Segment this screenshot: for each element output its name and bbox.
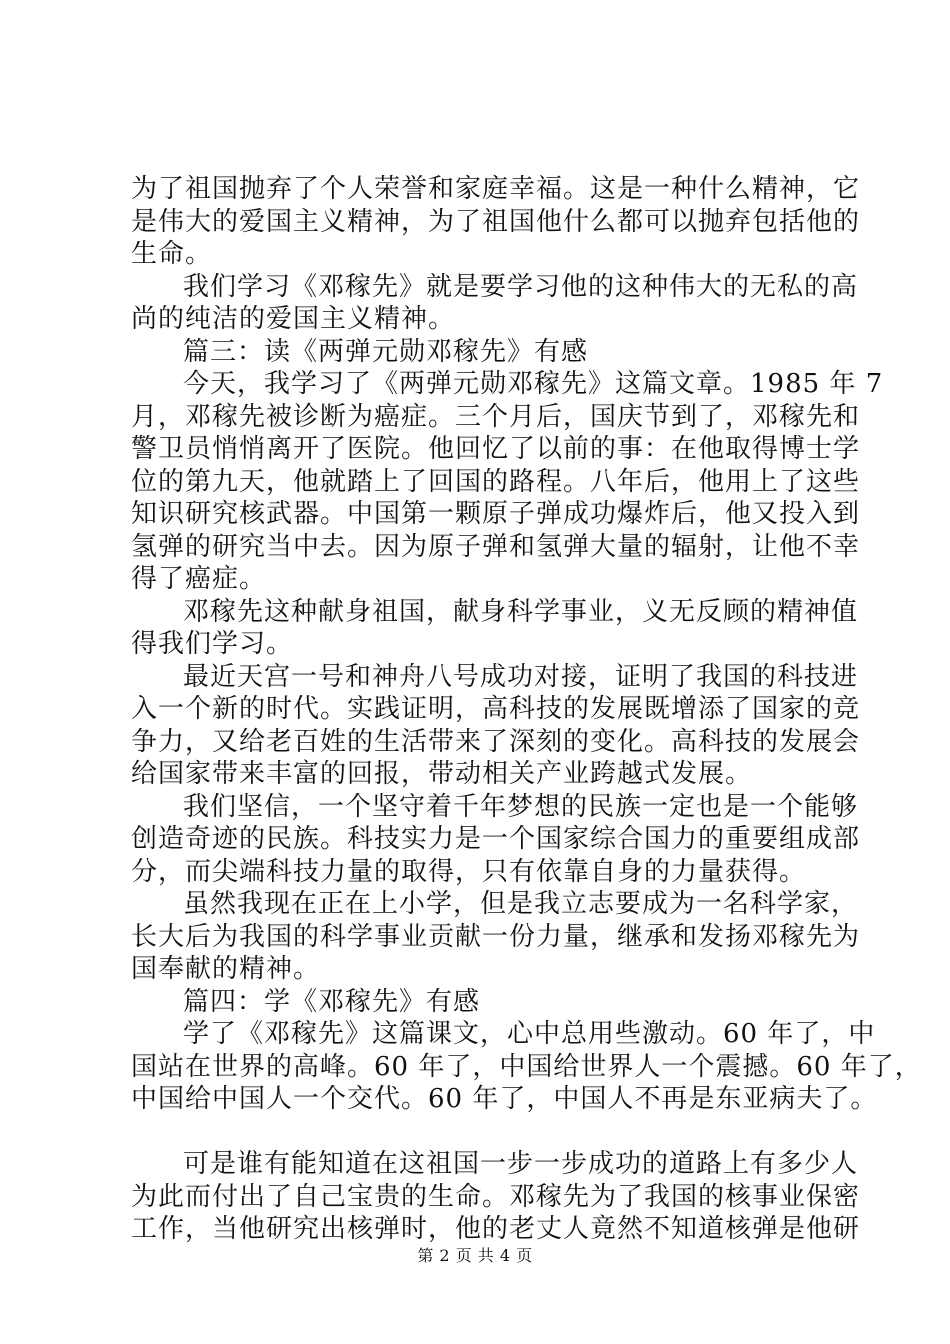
text-line: 可是谁有能知道在这祖国一步一步成功的道路上有多少人: [183, 1149, 859, 1179]
text-line: 邓稼先这种献身祖国，献身科学事业，义无反顾的精神值: [183, 596, 859, 627]
text-line: 中国给中国人一个交代。60 年了，中国人不再是东亚病夫了。: [131, 1084, 878, 1114]
text-line: 篇四：学《邓稼先》有感: [183, 986, 481, 1017]
text-line: 创造奇迹的民族。科技实力是一个国家综合国力的重要组成部: [131, 824, 861, 854]
text-line: 生命。: [131, 239, 213, 269]
text-line: 最近天宫一号和神舟八号成功对接，证明了我国的科技进: [183, 661, 859, 692]
page-footer: 第 2 页 共 4 页: [417, 1246, 533, 1265]
text-line: 分，而尖端科技力量的取得，只有依靠自身的力量获得。: [131, 856, 807, 887]
text-line: 警卫员悄悄离开了医院。他回忆了以前的事：在他取得博士学: [131, 434, 861, 464]
text-line: 我们坚信，一个坚守着千年梦想的民族一定也是一个能够: [183, 791, 859, 822]
text-line: 尚的纯洁的爱国主义精神。: [131, 304, 456, 334]
text-line: 今天，我学习了《两弹元勋邓稼先》这篇文章。1985 年 7: [183, 369, 884, 399]
text-line: 国站在世界的高峰。60 年了，中国给世界人一个震撼。60 年了，: [131, 1051, 922, 1082]
text-line: 学了《邓稼先》这篇课文，心中总用些激动。60 年了，中: [183, 1019, 876, 1049]
text-line: 位的第九天，他就踏上了回国的路程。八年后，他用上了这些: [131, 466, 861, 497]
text-line: 氢弹的研究当中去。因为原子弹和氢弹大量的辐射，让他不幸: [131, 531, 861, 562]
text-line: 工作，当他研究出核弹时，他的老丈人竟然不知道核弹是他研: [131, 1214, 861, 1244]
text-line: 虽然我现在正在上小学，但是我立志要成为一名科学家，: [183, 889, 859, 919]
blank-line: [131, 1116, 821, 1149]
text-line: 为此而付出了自己宝贵的生命。邓稼先为了我国的核事业保密: [131, 1181, 861, 1212]
text-line: 知识研究核武器。中国第一颗原子弹成功爆炸后，他又投入到: [131, 499, 861, 529]
text-line: 篇三：读《两弹元勋邓稼先》有感: [183, 336, 589, 367]
text-line: 争力，又给老百姓的生活带来了深刻的变化。高科技的发展会: [131, 726, 861, 757]
text-line: 给国家带来丰富的回报，带动相关产业跨越式发展。: [131, 759, 753, 789]
text-line: 得我们学习。: [131, 629, 294, 659]
text-line: 入一个新的时代。实践证明，高科技的发展既增添了国家的竞: [131, 694, 861, 724]
text-line: 长大后为我国的科学事业贡献一份力量，继承和发扬邓稼先为: [131, 921, 861, 952]
text-line: 是伟大的爱国主义精神，为了祖国他什么都可以抛弃包括他的: [131, 206, 861, 237]
document-body: [131, 173, 922, 1246]
text-line: 月，邓稼先被诊断为癌症。三个月后，国庆节到了，邓稼先和: [131, 401, 861, 432]
text-line: 我们学习《邓稼先》就是要学习他的这种伟大的无私的高: [183, 271, 859, 302]
text-line: 国奉献的精神。: [131, 954, 321, 984]
text-line: 为了祖国抛弃了个人荣誉和家庭幸福。这是一种什么精神，它: [131, 174, 861, 204]
text-line: 得了癌症。: [131, 564, 267, 594]
